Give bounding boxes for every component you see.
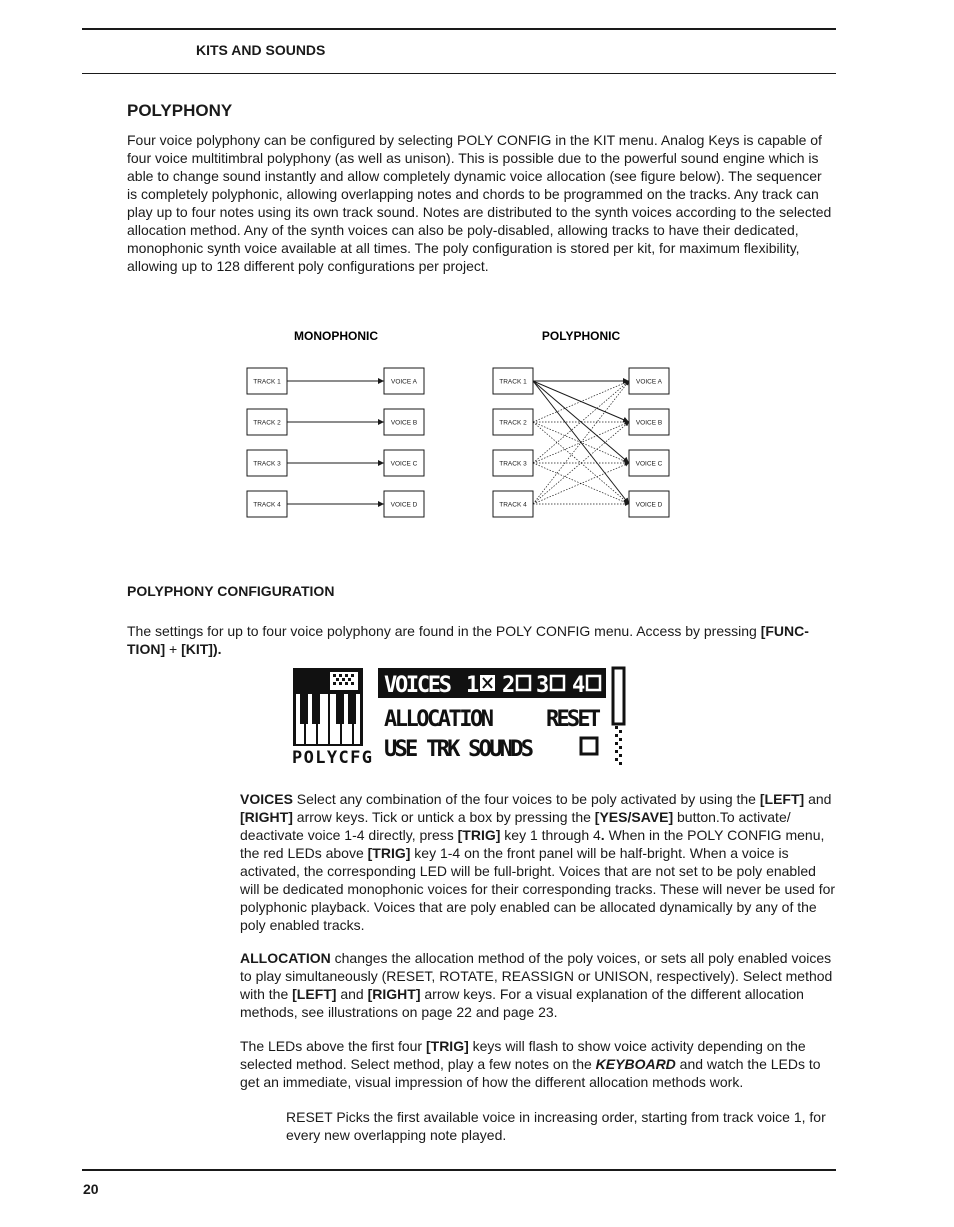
poly-title: POLYPHONIC xyxy=(541,329,621,343)
allocation-paragraph xyxy=(240,949,837,1021)
scroll-dot xyxy=(615,758,618,761)
diagram-layer xyxy=(247,368,669,517)
intro-paragraph: Four voice polyphony can be configured by selecting POLY CONFIG in the KIT menu. Analog Keys is capable of four voice multitimbral polyphony (as well as unison). This is possible due to the powerful sound engine which is able to change sound instantly and allow completely dynamic voice allocation (see figure below). The sequencer is completely polyphonic, allowing overlapping notes and chords to be programmed on the tracks. Any track can play up to four notes using its own track sound. Notes are distributed to the synth voices according to the selected allocation method. Any of the synth voices can also be poly-disabled, allowing tracks to have their dedicated, monophonic synth voice available at all times. The poly configuration is stored per kit, for maximum flexibility, allowing up to 128 different poly configurations per project. xyxy=(127,132,832,274)
screen-scrollbar xyxy=(613,668,624,724)
leds-paragraph: The LEDs above the first four [TRIG] keys will flash to show voice activity depending on the selected method. Select method, play a few notes on the KEYBOARD and watch the LEDs to get an immediate, visual impression of how the different allocation methods work. xyxy=(240,1038,821,1090)
mono-track-label: TRACK 3 xyxy=(253,460,281,468)
voices-text: Select any combination of the four voices to be poly activated by using the [LEFT] and [RIGHT] arrow keys. Tick or untick a box by pressing the [YES/SAVE] button.To activate/ deactivate voice 1-4 directly, press [TRIG] key 1 through 4. When in the POLY CONFIG menu, the red LEDs above [TRIG] key 1-4 on the front panel will be half-bright. When a voice is activated, the corresponding LED will be full-bright. Voices that are not set to be poly enabled will be dedicated monophonic voices for their corresponding tracks. These will never be used for polyphonic playback. Voices that are poly enabled can be allocated dynamically by any of the poly enabled tracks. xyxy=(240,791,836,933)
mono-title: MONOPHONIC xyxy=(294,329,378,343)
poly-voice-label: VOICE C xyxy=(635,460,663,468)
screen-allocation-value[interactable]: RESET xyxy=(546,707,601,732)
use-trk-sounds-checkbox[interactable] xyxy=(581,738,597,754)
voice-option-4[interactable]: 4 xyxy=(572,673,586,698)
mono-voice-label: VOICE B xyxy=(390,419,418,427)
page-number: 20 xyxy=(83,1181,99,1197)
config-text-pre: The settings for up to four voice polyphony are found in the POLY CONFIG menu. Access by pressing xyxy=(127,623,761,639)
voices-label: VOICES xyxy=(240,791,293,807)
scroll-dot xyxy=(619,762,622,765)
scroll-dot xyxy=(619,738,622,741)
screen-label: POLYCFG xyxy=(292,748,372,768)
config-paragraph xyxy=(127,622,833,658)
voice-option-2[interactable]: 2 xyxy=(502,673,516,698)
scroll-dot xyxy=(619,754,622,757)
mono-track-label: TRACK 1 xyxy=(253,378,281,386)
poly-track-label: TRACK 1 xyxy=(499,378,527,386)
footer-rule xyxy=(82,1169,836,1171)
scroll-dot xyxy=(615,742,618,745)
poly-voice-label: VOICE B xyxy=(635,419,663,427)
poly-config-screen xyxy=(290,664,630,768)
mono-voice-label: VOICE D xyxy=(390,501,418,509)
mono-track-label: TRACK 2 xyxy=(253,419,281,427)
config-key-func: [FUNC-TION] xyxy=(127,623,809,657)
poly-voice-label: VOICE A xyxy=(635,378,663,386)
voices-paragraph xyxy=(240,790,837,934)
page-title: POLYPHONY xyxy=(127,101,233,120)
poly-track-label: TRACK 3 xyxy=(499,460,527,468)
config-key-kit: [KIT]). xyxy=(181,641,222,657)
mono-voice-label: VOICE A xyxy=(390,378,418,386)
allocation-label: ALLOCATION xyxy=(240,950,331,966)
scroll-dot xyxy=(619,746,622,749)
allocation-text: changes the allocation method of the poly voices, or sets all poly enabled voices to play simultaneously (RESET, ROTATE, REASSIGN or UNISON, respectively). Select method with the [LEFT] and [RIGHT] arrow keys. For a visual explanation of the different allocation methods, see illustrations on page 22 and page 23. xyxy=(240,950,833,1020)
poly-track-label: TRACK 2 xyxy=(499,419,527,427)
section-subtitle: POLYPHONY CONFIGURATION xyxy=(127,583,335,599)
screen-voices-label: VOICES xyxy=(384,673,452,698)
screen-allocation-label: ALLOCATION xyxy=(384,707,494,732)
poly-voice-label: VOICE D xyxy=(635,501,663,509)
voice-option-3[interactable]: 3 xyxy=(536,673,550,698)
poly-track-label: TRACK 4 xyxy=(499,501,527,509)
scroll-dot xyxy=(615,734,618,737)
scroll-dot xyxy=(615,750,618,753)
scroll-dot xyxy=(615,726,618,729)
polyphony-diagram xyxy=(0,0,954,560)
scroll-dot xyxy=(619,730,622,733)
mono-track-label: TRACK 4 xyxy=(253,501,281,509)
mono-voice-label: VOICE C xyxy=(390,460,418,468)
scrollbar-track xyxy=(615,726,622,765)
voice-option-1[interactable]: 1 xyxy=(466,673,480,698)
section-header: KITS AND SOUNDS xyxy=(196,42,326,58)
keyboard-icon xyxy=(293,668,363,746)
reset-paragraph: RESET Picks the first available voice in increasing order, starting from track voice 1, for every new overlapping note played. xyxy=(286,1109,826,1143)
config-text-mid: + xyxy=(165,641,182,657)
screen-use-trk-label: USE TRK SOUNDS xyxy=(384,737,534,762)
